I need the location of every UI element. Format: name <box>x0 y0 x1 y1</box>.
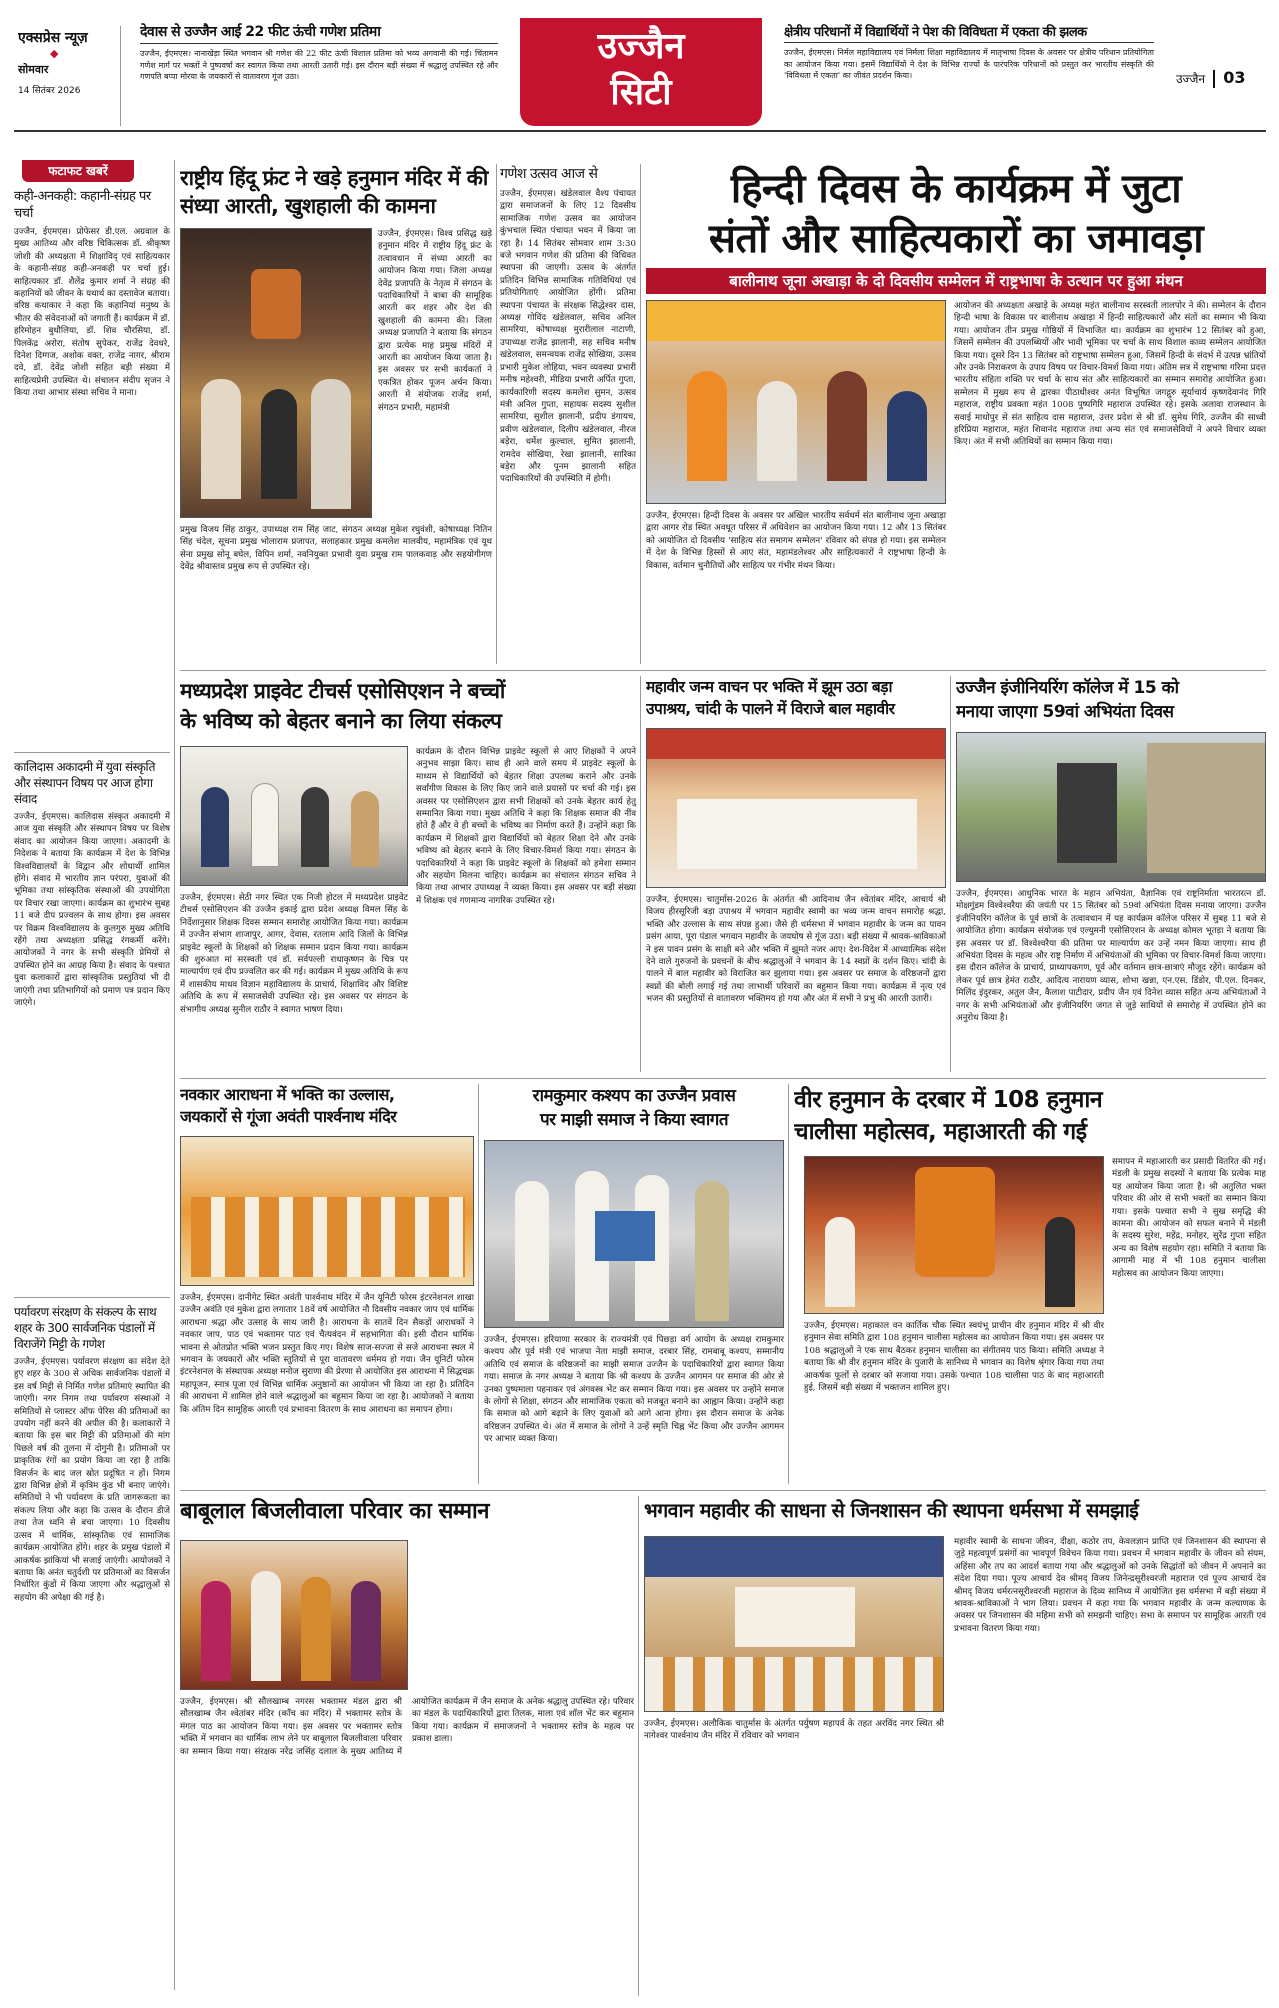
story-mahavir <box>646 676 946 1072</box>
fatafat-label: फटाफट खबरें <box>22 160 134 182</box>
veer-hanuman-text-right: समापन में महाआरती कर प्रसादी वितरित की गई। मंडली के प्रमुख सदस्यों ने बताया कि प्रत्येक माह यह आयोजन किया जाता है। श्री अतुलित भक्त परिवार की ओर से सभी भक्तों का सम्मान किया गया। इसके पश्चात सभी ने सुख समृद्धि की कामना की। आयोजन को सफल बनाने में मंडली के सदस्य सुरेश, महेंद्र, मनोहर, सुरेंद्र गुप्ता सहित अन्य का विशेष सहयोग रहा। समिति ने बताया कि आगामी माह में भी 108 हनुमान चालीसा महोत्सव का आयोजन किया जाएगा। <box>1112 1157 1266 1279</box>
issue-day: सोमवार <box>18 63 49 76</box>
story-veer-hanuman <box>794 1084 1266 1484</box>
teachers-text-right: कार्यक्रम के दौरान विभिन्न प्राइवेट स्कूलों से आए शिक्षकों ने अपने अनुभव साझा किए। साथ ही आने वाले समय में प्राइवेट स्कूलों के माध्यम से विद्यार्थियों को बेहतर शिक्षा उपलब्ध कराने और उनके सर्वांगीण विकास के लिए किए जाने वाले प्रयासों पर चर्चा की गई। इस अवसर पर एसोसिएशन द्वारा सभी शिक्षकों को उनके बेहतर कार्य हेतु सम्मानित किया गया। मुख्य अतिथि ने कहा कि शिक्षक समाज की नींव होते हैं और वे ही बच्चों के भविष्य का निर्माण करते हैं। उन्होंने कहा कि कार्यक्रम में शिक्षकों द्वारा विद्यार्थियों को बेहतर शिक्षा देने और उनके भविष्य को बेहतर बनाने के लिए विचार-विमर्श किया गया। संगठन के पदाधिकारियों ने कहा कि प्राइवेट स्कूलों के शिक्षकों को हमेशा सम्मान और सहयोग मिलना चाहिए। कार्यक्रम का संचालन संगठन सचिव ने किया तथा आभार उपाध्यक्ष ने व्यक्त किया। इस अवसर पर बड़ी संख्या में शिक्षक एवं गणमान्य नागरिक उपस्थित रहे। <box>416 747 636 906</box>
hindi-diwas-photo <box>646 300 946 504</box>
veer-hanuman-photo <box>804 1156 1104 1314</box>
city-title-line2: सिटी <box>610 72 672 113</box>
hindi-diwas-subheadline: बालीनाथ जूना अखाड़ा के दो दिवसीय सम्मेलन में राष्ट्रभाषा के उत्थान पर हुआ मंथन <box>646 268 1266 294</box>
babulal-headline: बाबूलाल बिजलीवाला परिवार का सम्मान <box>180 1499 489 1524</box>
brand-name: एक्सप्रेस न्यूज़ <box>18 30 88 46</box>
teaser-left-text: उज्जैन, ईएमएस। नानाखेड़ा स्थित भगवान श्री गणेश की 22 फीट ऊंची विशाल प्रतिमा को भव्य अगवानी की गई। चिंतामन गणेश मार्ग पर भक्तों ने पुष्पवर्षा कर स्वागत किया तथा आरती उतारी गई। इस दौरान बड़ी संख्या में श्रद्धालु उपस्थित रहे और गणपति बप्पा मोरया के जयकारों से वातावरण गूंज उठा। <box>140 49 498 81</box>
teachers-text-left: उज्जैन, ईएमएस। सेठी नगर स्थित एक निजी होटल में मध्यप्रदेश प्राइवेट टीचर्स एसोसिएशन की उज्जैन इकाई द्वारा प्रदेश अध्यक्ष विमल सिंह के निर्देशानुसार शिक्षक दिवस सम्मान समारोह आयोजित किया गया। कार्यक्रम में उज्जैन संभाग शाजापुर, आगर, देवास, रतलाम आदि जिलों के विभिन्न प्राइवेट स्कूलों के शिक्षकों को शिक्षक सम्मान प्रदान किया गया। कार्यक्रम की शुरुआत मां सरस्वती एवं डॉ. सर्वपल्ली राधाकृष्णन के चित्र पर माल्यार्पण एवं दीप प्रज्वलित कर की गई। कार्यक्रम में मुख्य अतिथि के रूप में शासकीय माधव विज्ञान महाविद्यालय के प्राचार्य, शिक्षाविद और विशिष्ट अतिथि के रूप में समाजसेवी उपस्थित रहे। इस अवसर पर संगठन के संभागीय अध्यक्ष सुनील राठौर ने स्वागत भाषण दिया। <box>180 893 408 1015</box>
fatafat-story2-headline: कालिदास अकादमी में युवा संस्कृति और संस्थापन विषय पर आज होगा संवाद <box>14 760 155 806</box>
city-title-block <box>520 18 762 126</box>
mahavir-photo <box>646 728 946 888</box>
engineering-headline-line1: उज्जैन इंजीनियरिंग कॉलेज में 15 को <box>956 678 1179 698</box>
story-jinshasan <box>644 1496 1266 1996</box>
masthead-left-teaser <box>140 22 498 122</box>
mahavir-text: उज्जैन, ईएमएस। चातुर्मास-2026 के अंतर्गत श्री आदिनाथ जैन श्वेतांबर मंदिर, आचार्य श्री विजय हीरसूरिजी बड़ा उपाश्रय में भगवान महावीर स्वामी का भव्य जन्म वाचन समारोह श्रद्धा, भक्ति और उल्लास के साथ संपन्न हुआ। जैसे ही धर्मसभा में भगवान महावीर के जन्म का पावन प्रसंग आया, पूरा पंडाल भगवान महावीर के जयघोष से गूंज उठा। बड़ी संख्या में श्रावक-श्राविकाओं ने इस पावन प्रसंग के साक्षी बने और भक्ति में झूमते नजर आए। देश-विदेश में आध्यात्मिक संदेश देने वाले गुरुजनों के प्रवचनों के बीच श्रद्धालुओं ने भगवान के 14 स्वप्नों के दर्शन किए। चांदी के पालने में बाल महावीर को विराजित कर झुलाया गया। इस अवसर पर समाज के वरिष्ठजनों द्वारा स्वप्नों की बोली लगाई गई तथा लाभार्थी परिवारों का बहुमान किया गया। कार्यक्रम में नृत्य एवं भजन की प्रस्तुतियों से वातावरण भक्तिमय हो गया और अंत में सभी ने प्रभु की आरती उतारी। <box>646 895 946 1005</box>
page-label-box <box>1176 68 1266 92</box>
navkar-text: उज्जैन, ईएमएस। दानीगेट स्थित अवंती पार्श्वनाथ मंदिर में जैन यूनिटी फोरम इंटरनेशनल शाखा उज्जैन अवंति एवं मुकेश द्वारा लगातार 18वें वर्ष आयोजित नौ दिवसीय नवकार जाप एवं धार्मिक आराधना श्रद्धा और उत्साह के साथ जारी है। आराधना के सातवें दिन सैकड़ों आराधकों ने नवकार जाप, पाठ एवं भक्तामर पाठ एवं चैत्यवंदन में सहभागिता की। इसी दौरान धार्मिक भावना से ओतप्रोत भक्ति भजन प्रस्तुत किए गए। विशेष साज-सज्जा से सजे आराधना स्थल में भगवान के जयकारों और भक्ति स्तुतियों से पूरा वातावरण धर्ममय हो गया। जैन यूनिटी फोरम इंटरनेशनल के संस्थापक अध्यक्ष मनोज सुराणा की प्रेरणा से आयोजित इस आराधना में सिद्धचक्र महापूजन, स्नात्र पूजा एवं विभिन्न धार्मिक अनुष्ठानों का आयोजन भी किया जा रहा है। प्रतिदिन की आराधना में शामिल होने वाले श्रद्धालुओं का बहुमान किया जा रहा है। आयोजकों ने बताया कि अंतिम दिन सामूहिक आरती एवं प्रभावना वितरण के साथ आराधना का समापन होगा। <box>180 1293 474 1415</box>
babulal-photo <box>180 1540 408 1690</box>
teachers-headline-line2: के भविष्य को बेहतर बनाने का लिया संकल्प <box>180 709 502 733</box>
veer-hanuman-text-left: उज्जैन, ईएमएस। महाकाल वन कार्तिक चौक स्थित स्वयंभू प्राचीन वीर हनुमान मंदिर में श्री वीर हनुमान सेवा समिति द्वारा 108 हनुमान चालीसा महोत्सव का आयोजन किया गया। इस अवसर पर 108 श्रद्धालुओं ने एक साथ बैठकर हनुमान चालीसा का संगीतमय पाठ किया। समिति अध्यक्ष ने बताया कि श्री वीर हनुमान मंदिर के पुजारी के सानिध्य में भगवान का विशेष श्रृंगार किया गया तथा आकर्षक फूलों से दरबार को सजाया गया। उसके पश्चात 108 चालीसा पाठ के बाद महाआरती हुई, जिसमें बड़ी संख्या में भक्तजन शामिल हुए। <box>804 1321 1104 1394</box>
hindi-diwas-headline-line1: हिन्दी दिवस के कार्यक्रम में जुटा <box>730 166 1182 212</box>
ganesh-headline: गणेश उत्सव आज से <box>500 166 598 182</box>
city-title-line1: उज्जैन <box>597 26 685 67</box>
veer-hanuman-headline-line2: चालीसा महोत्सव, महाआरती की गई <box>794 1119 1087 1145</box>
hanuman-aarti-text-side: उज्जैन, ईएमएस। विश्व प्रसिद्ध खड़े हनुमान मंदिर में राष्ट्रीय हिंदू फ्रंट के तत्वावधान में संध्या आरती का आयोजन किया गया। जिला अध्यक्ष देवेंद्र प्रजापति के नेतृत्व में संगठन के पदाधिकारियों ने बाबा की सामूहिक आरती कर शहर और देश की खुशहाली की कामना की। जिला अध्यक्ष प्रजापति ने बताया कि संगठन द्वारा प्रत्येक माह प्रमुख मंदिरों में आरती का आयोजन किया जाता है। इस अवसर पर सभी कार्यकर्ता ने एकत्रित होकर पूजन अर्चन किया। आरती में संयोजक राजेंद्र शर्मा, संगठन प्रभारी, महामंत्री <box>378 229 492 413</box>
engineering-photo <box>956 732 1266 882</box>
jinshasan-text: महावीर स्वामी के साधना जीवन, दीक्षा, कठोर तप, केवलज्ञान प्राप्ति एवं जिनशासन की स्थापना से जुड़े महत्वपूर्ण प्रसंगों का भावपूर्ण विवेचन किया गया। प्रवचन में भगवान महावीर के जीवन को संयम, अहिंसा और तप का आदर्श बताया गया और श्रद्धालुओं को उनके सिद्धांतों को जीवन में अपनाने का संदेश दिया गया। पूज्य आचार्य देव श्रीमद् विजय जिनेन्द्रसूरीश्वरजी महाराज एवं पूज्य आचार्य देव श्रीमद् विजय धर्मरत्नसूरीश्वरजी महाराज के दिव्य सानिध्य में आयोजित इस धर्मसभा में बड़ी संख्या में श्रावक-श्राविकाओं ने भाग लिया। प्रवचन में कहा गया कि भगवान महावीर के जन्म कल्याणक के अवसर पर जिनशासन की महिमा सभी को समझनी चाहिए। सभा के समापन पर सामूहिक आरती एवं प्रभावना वितरण किया गया। <box>954 1537 1266 1634</box>
teaser-right-headline: क्षेत्रीय परिधानों में विद्यार्थियों ने पेश की विविधता में एकता की झलक <box>784 22 1154 43</box>
hanuman-aarti-photo <box>180 228 372 518</box>
fatafat-story2-text: उज्जैन, ईएमएस। कालिदास संस्कृत अकादमी में आज युवा संस्कृति और संस्थापन विषय पर विशेष संवाद का आयोजन किया जाएगा। अकादमी के निदेशक ने बताया कि कार्यक्रम में देश के विभिन्न विश्वविद्यालयों के विद्वान और शोधार्थी शामिल होंगे। संवाद में भारतीय ज्ञान परंपरा, युवाओं की भूमिका तथा सांस्कृतिक संस्थाओं की उपयोगिता पर विचार रखा जाएगा। कार्यक्रम का शुभारंभ सुबह 11 बजे दीप प्रज्वलन के साथ होगा। इस अवसर पर विक्रम विश्वविद्यालय के कुलगुरु मुख्य अतिथि रहेंगे तथा अध्यक्षता प्रसिद्ध रंगकर्मी करेंगे। आयोजकों ने नगर के सभी संस्कृति प्रेमियों से उपस्थित होने का आग्रह किया है। संवाद के पश्चात युवा कलाकारों द्वारा सांस्कृतिक प्रस्तुतियां भी दी जाएंगी तथा प्रतिभागियों को प्रमाण पत्र प्रदान किए जाएंगे। <box>14 812 170 1009</box>
jinshasan-photo <box>644 1536 944 1712</box>
story-teachers <box>180 676 636 1072</box>
jinshasan-caption: उज्जैन, ईएमएस। अलौकिक चातुर्मास के अंतर्गत पर्युषण महापर्व के तहत अरविंद नगर स्थित श्री नागेश्वर पार्श्वनाथ जैन मंदिर में रविवार को भगवान <box>644 1719 944 1742</box>
fatafat-story3-text: उज्जैन, ईएमएस। पर्यावरण संरक्षण का संदेश देते हुए शहर के 300 से अधिक सार्वजनिक पंडालों में इस वर्ष मिट्टी से निर्मित गणेश प्रतिमाएं स्थापित की जाएंगी। नगर निगम तथा पर्यावरण संस्थाओं ने समितियों से प्लास्टर ऑफ पेरिस की प्रतिमाओं का उपयोग नहीं करने की अपील की है। कलाकारों ने बताया कि इस बार मिट्टी की प्रतिमाओं की मांग पिछले वर्ष की तुलना में दोगुनी है। प्रतिमाओं पर प्राकृतिक रंगों का प्रयोग किया जा रहा है ताकि विसर्जन के बाद जल स्रोत प्रदूषित न हों। निगम द्वारा विभिन्न क्षेत्रों में कृत्रिम कुंड भी बनाए जाएंगे। समितियों ने भी पर्यावरण के प्रति जागरूकता का संकल्प लिया और कहा कि उत्सव के दौरान डीजे तथा तेज ध्वनि से बचा जाएगा। 10 दिवसीय उत्सव में धार्मिक, सांस्कृतिक एवं सामाजिक कार्यक्रम आयोजित होंगे। शहर के प्रमुख पंडालों में आकर्षक झांकियां भी सजाई जाएंगी। आयोजकों ने बताया कि अनंत चतुर्दशी पर प्रतिमाओं का विसर्जन निर्धारित कुंडों में किया जाएगा और श्रद्धालुओं से सहयोग की अपेक्षा की गई है। <box>14 1357 170 1603</box>
kashyap-photo <box>484 1140 784 1328</box>
engineering-text: उज्जैन, ईएमएस। आधुनिक भारत के महान अभियंता, वैज्ञानिक एवं राष्ट्रनिर्माता भारतरत्न डॉ. मोक्षगुंडम विश्वेश्वरैया की जयंती पर 15 सितंबर को 59वां अभियंता दिवस मनाया जाएगा। उज्जैन इंजीनियरिंग कॉलेज के पूर्व छात्रों के तत्वावधान में यह कार्यक्रम कॉलेज परिसर में सुबह 11 बजे से आयोजित होगा। कार्यक्रम संयोजक एवं एल्युमनी एसोसिएशन के अध्यक्ष कोमल भूतड़ा ने बताया कि इस अवसर पर डॉ. विश्वेश्वरैया की प्रतिमा पर माल्यार्पण कर उन्हें नमन किया जाएगा। साथ ही अभियंता दिवस के महत्व और राष्ट्र निर्माण में अभियंताओं की भूमिका पर विचार-विमर्श किया जाएगा। इस दौरान कॉलेज के प्राचार्य, प्राध्यापकगण, पूर्व और वर्तमान छात्र-छात्राएं मौजूद रहेंगे। कार्यक्रम को लेकर पूर्व छात्र हेमंत राठौर, आदित्य नारायण व्यास, शोभा खन्ना, एन.एस. डिंडोर, पी.एल. दिनकर, मिलिंद इंदुरकर, अतुल जैन, कैलाश पाटीदार, प्रदीप जैन एवं दिनेश व्यास सहित अन्य अभियंताओं ने नगर के सभी अभियंताओं और इंजीनियरिंग जगत से जुड़े साथियों से समारोह में उपस्थित होने का अनुरोध किया है। <box>956 889 1266 1024</box>
kashyap-text: उज्जैन, ईएमएस। हरियाणा सरकार के राज्यमंत्री एवं पिछड़ा वर्ग आयोग के अध्यक्ष रामकुमार कश्यप और पूर्व मंत्री एवं भाजपा नेता माझी समाज, दरबार सिंह, रामबाबू कश्यप, सम्मानीय अतिथि एवं समाज के वरिष्ठजनों का माझी समाज उज्जैन के पदाधिकारियों द्वारा स्वागत किया गया। समाज के नगर अध्यक्ष ने बताया कि श्री कश्यप के उज्जैन आगमन पर समाज की ओर से उनका पुष्पमाला पहनाकर एवं अंगवस्त्र भेंट कर सम्मान किया गया। इस अवसर पर उन्होंने समाज के लोगों से शिक्षा, संगठन और सामाजिक एकता को मजबूत बनाने का आह्वान किया। उन्होंने कहा कि समाज को आगे बढ़ाने के लिए युवाओं को आगे आना होगा। इस दौरान समाज के अनेक वरिष्ठजन उपस्थित थे। अंत में समाज के लोगों ने उन्हें स्मृति चिह्न भेंट किया और उज्जैन आगमन पर आभार व्यक्त किया। <box>484 1335 784 1445</box>
story-ganesh <box>500 164 636 664</box>
kashyap-headline-line2: पर माझी समाज ने किया स्वागत <box>539 1110 729 1130</box>
page-label: उज्जैन <box>1176 72 1206 86</box>
fatafat-story1-text: उज्जैन, ईएमएस। प्रोफेसर डी.एल. अग्रवाल के मुख्य आतिथ्य और वरिष्ठ चिकित्सक डॉ. श्रीकृष्ण जोशी की अध्यक्षता में शिक्षाविद् एवं साहित्यकार के कहानी-संग्रह कही-अनकही पर चर्चा हुई। साहित्यकार डॉ. शैलेंद्र कुमार शर्मा ने संग्रह की कहानियों को जीवन के यथार्थ का दस्तावेज बताया। वरिष्ठ कथाकार ने कहा कि कहानियां मनुष्य के भीतर की संवेदनाओं को जगाती हैं। कार्यक्रम में डॉ. हरिमोहन बुधौलिया, डॉ. शिव चौरसिया, डॉ. पिलकेंद्र अरोरा, संतोष सुपेकर, राजेंद्र देवधरे, दिनेश दिग्गज, अशोक वक्त, राजेंद्र नागर, श्रीराम दवे, डॉ. देवेंद्र जोशी सहित बड़ी संख्या में साहित्यप्रेमी उपस्थित थे। संचालन संदीप सृजन ने किया तथा आभार संस्था सचिव ने माना। <box>14 227 170 399</box>
engineering-headline-line2: मनाया जाएगा 59वां अभियंता दिवस <box>956 702 1174 722</box>
story-hanuman-aarti <box>180 164 492 664</box>
ganesh-text: उज्जैन, ईएमएस। खंडेलवाल वैश्य पंचायत द्वारा समाजजनों के लिए 12 दिवसीय सामाजिक गणेश उत्सव का आयोजन कुंभचाल स्थित पंचायत भवन में किया जा रहा है। 14 सितंबर सोमवार शाम 3:30 बजे भगवान गणेश की प्रतिमा की विधिवत स्थापना की जाएगी। उत्सव के अंतर्गत प्रतिदिन विभिन्न सामाजिक गतिविधियां एवं प्रतियोगिताएं आयोजित होंगी। प्रतिमा स्थापना पंचायत के संरक्षक सिद्धेश्वर दास, अध्यक्ष गोविंद खंडेलवाल, सचिव अनिल सामरिया, कोषाध्यक्ष मुरारीलाल नाटाणी, उपाध्यक्ष राजेंद्र झालानी, सह सचिव मनीष खंडेलवाल, समन्वयक राजेंद्र सोखिया, उत्सव प्रभारी मुकेश लोहिया, भवन व्यवस्था प्रभारी मनीष महेश्वरी, मीडिया प्रभारी अर्पित गुप्ता, कार्यकारिणी सदस्य कमलेश सुमन, उत्सव मंत्री अनिल गुप्ता, सहायक सदस्य सुशील सामरिया, सुशील झालानी, प्रदीप डंगायच, प्रवीण खंडेलवाल, दिलीप खंडेलवाल, नीरज बड़ेरा, धर्मेश कुल्वाल, सुमित झालानी, रामदेव सोखिया, रेखा झालानी, सारिका बड़ेरा और पूनम झालानी सहित पदाधिकारियों की उपस्थिति में होगी। <box>500 189 636 485</box>
story-engineering <box>956 676 1266 1072</box>
brand-ornament-icon: ◆ <box>50 47 59 60</box>
navkar-headline-line1: नवकार आराधना में भक्ति का उल्लास, <box>180 1085 395 1104</box>
story-babulal <box>180 1496 634 1996</box>
fatafat-story3-headline: पर्यावरण संरक्षण के संकल्प के साथ शहर के 300 सार्वजनिक पंडालों में विराजेंगे मिट्टी के गणेश <box>14 1305 157 1351</box>
issue-date: 14 सितंबर 2026 <box>18 86 81 96</box>
teaser-right-text: उज्जैन, ईएमएस। निर्मल महाविद्यालय एवं निर्मला शिक्षा महाविद्यालय में मातृभाषा दिवस के अवसर पर क्षेत्रीय परिधान प्रतियोगिता का आयोजन किया गया। इसमें विद्यार्थियों ने देश के विभिन्न राज्यों के पारंपरिक परिधानों को प्रस्तुत कर भारतीय संस्कृति की 'विविधता में एकता' का जीवंत प्रदर्शन किया। <box>784 48 1154 80</box>
navkar-headline-line2: जयकारों से गूंजा अवंती पार्श्वनाथ मंदिर <box>180 1107 397 1126</box>
veer-hanuman-headline-line1: वीर हनुमान के दरबार में 108 हनुमान <box>794 1087 1103 1113</box>
kashyap-headline-line1: रामकुमार कश्यप का उज्जैन प्रवास <box>532 1086 736 1106</box>
teachers-headline-line1: मध्यप्रदेश प्राइवेट टीचर्स एसोसिएशन ने बच्चों <box>180 679 505 703</box>
masthead-left-box <box>18 28 118 118</box>
masthead-right-teaser <box>784 22 1154 122</box>
hindi-diwas-text-right: आयोजन की अध्यक्षता अखाड़े के अध्यक्ष महंत बालीनाथ सरस्वती लालपोर ने की। सम्मेलन के दौरान हिन्दी भाषा के विकास पर बालीनाथ अखाड़ा में हिन्दी साहित्यकारों और संतों का सम्मान भी किया गया। आयोजन तीन प्रमुख गोष्ठियों में विभाजित था। कार्यक्रम का शुभारंभ 12 सितंबर को हुआ, जिसमें सम्मेलन की उपलब्धियों और भावी भूमिका पर चर्चा के साथ विशाल काव्य सम्मेलन आयोजित किया गया। दूसरे दिन 13 सितंबर को राष्ट्रभाषा सम्मेलन हुआ, जिसमें हिन्दी के संदर्भ में उत्पन्न भ्रांतियों और उनके निराकरण के उपाय विषय पर विचार-विमर्श किया गया। अंतिम सत्र में राष्ट्रभाषा गरिमा प्रदत्त भारतीय संहिता शक्ति पर चर्चा के साथ संत और साहित्यकारों का सम्मान समारोह आयोजित हुआ। सम्मेलन में मुख्य रूप से द्वारका पीठाधीश्वर अनंत विभूषित जगद्गुरु सूर्याचार्य कृष्णदेवानंद गिरि महाराज, राष्ट्रीय प्रवक्ता महंत 1008 पुष्पगिरि महाराज उपस्थित रहे। इसके अलावा राजस्थान के सवाई माधोपुर से संत साहित्य दास महाराज, उत्तर प्रदेश से श्री डॉ. सुमेध गिरि, उज्जैन की साध्वी हरिप्रिया महाराज, महंत शिवानंद महाराज तथा अन्य संत एवं समाजसेवियों ने अपने विचार व्यक्त किए। अंत में सभी अतिथियों का सम्मान किया गया। <box>954 301 1266 448</box>
mahavir-headline-line1: महावीर जन्म वाचन पर भक्ति में झूम उठा बड़ा <box>646 678 893 696</box>
hanuman-aarti-headline: राष्ट्रीय हिंदू फ्रंट ने खड़े हनुमान मंदिर में की संध्या आरती, खुशहाली की कामना <box>180 166 488 218</box>
story-kashyap <box>484 1084 784 1484</box>
fatafat-story1-headline: कही-अनकही: कहानी-संग्रह पर चर्चा <box>14 189 151 221</box>
mahavir-headline-line2: उपाश्रय, चांदी के पालने में विराजे बाल महावीर <box>646 700 895 718</box>
teaser-left-headline: देवास से उज्जैन आई 22 फीट ऊंची गणेश प्रतिमा <box>140 22 498 44</box>
story-hindi-diwas <box>646 164 1266 666</box>
navkar-photo <box>180 1136 474 1286</box>
story-navkar <box>180 1084 474 1484</box>
hindi-diwas-caption: उज्जैन, ईएमएस। हिन्दी दिवस के अवसर पर अखिल भारतीय सर्वधर्म संत बालीनाथ जूना अखाड़ा द्वारा आगर रोड स्थित अवधूत परिसर में अधिवेशन का आयोजन किया गया। 12 और 13 सितंबर को आयोजित दो दिवसीय 'साहित्य संत समागम सम्मेलन' रविवार को संपन्न हो गया। इस सम्मेलन में देश के विभिन्न हिस्सों से आए संत, महामंडलेश्वर और साहित्यकारों ने राष्ट्रभाषा हिन्दी के विकास, वर्तमान चुनौतियों और साहित्य पर गंभीर मंथन किया। <box>646 511 946 571</box>
page-number: 03 <box>1223 68 1246 87</box>
hanuman-aarti-text-bottom: प्रमुख विजय सिंह ठाकुर, उपाध्यक्ष राम सिंह जाट, संगठन अध्यक्ष मुकेश रघुवंशी, कोषाध्यक्ष नितिन सिंह चंदेल, सूचना प्रमुख भोलाराम प्रजापत, सलाहकार प्रमुख कमलेश मालवीय, महामंत्रिक एवं यूथ सेना प्रमुख सोनू बघेल, विपिन शर्मा, नवनियुक्त प्रभावी युवा प्रमुख राम पालकवाड़ और सहयोगीगण देवेंद्र श्रीवास्तव प्रमुख रूप से उपस्थित रहे। <box>180 525 492 573</box>
hindi-diwas-headline-line2: संतों और साहित्यकारों का जमावड़ा <box>708 216 1204 262</box>
jinshasan-headline: भगवान महावीर की साधना से जिनशासन की स्थापना धर्मसभा में समझाई <box>644 1499 1139 1522</box>
babulal-text: उज्जैन, ईएमएस। श्री सौलखाम्ब नगरस भक्तामर मंडल द्वारा श्री सौलखाम्ब जैन श्वेतांबर मंदिर (काँच का मंदिर) में भक्तामर स्तोत्र के मंगल पाठ का आयोजन किया गया। इस अवसर पर भक्तामर स्तोत्र भक्ति में भगवान का धार्मिक लाभ लेने पर बाबूलाल बिजलीवाला परिवार का सम्मान किया गया। संरक्षक नरेंद्र जसिंह दलाल के मुख्य आतिथ्य में आयोजित कार्यक्रम में जैन समाज के अनेक श्रद्धालु उपस्थित रहे। परिवार का मंडल के पदाधिकारियों द्वारा तिलक, माला एवं शॉल भेंट कर बहुमान किया गया। कार्यक्रम में समाजजनों ने भक्तामर स्तोत्र के महत्व पर प्रकाश डाला। <box>180 1697 634 1757</box>
fatafat-column <box>14 160 170 2000</box>
teachers-photo <box>180 746 408 886</box>
